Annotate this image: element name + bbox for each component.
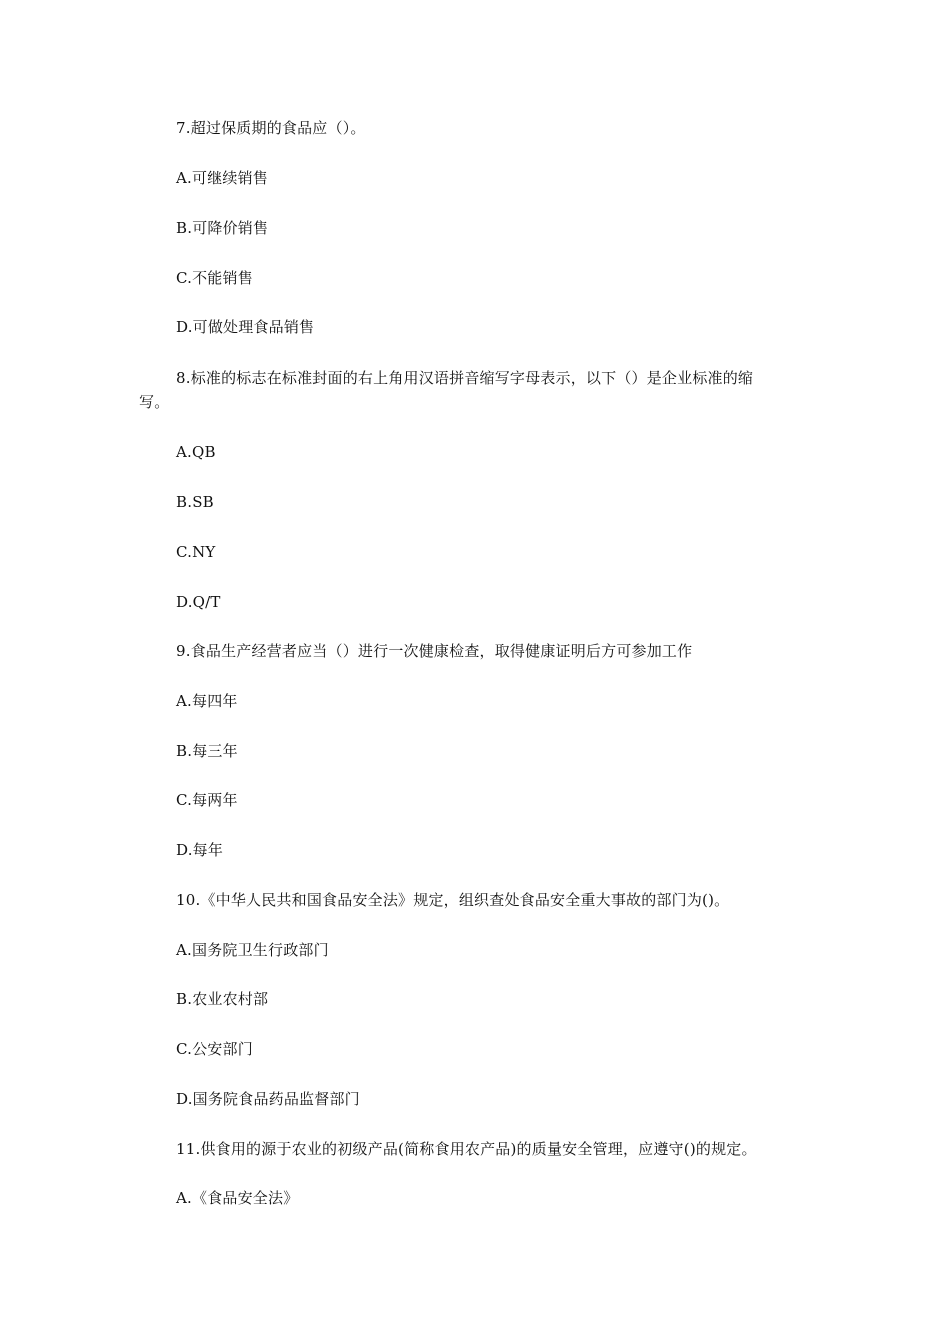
question-9-stem: 9.食品生产经营者应当（）进行一次健康检查，取得健康证明后方可参加工作 xyxy=(176,642,693,660)
question-7-option-a: A.可继续销售 xyxy=(176,169,269,187)
question-8-option-d: D.Q/T xyxy=(176,593,221,611)
question-8-stem xyxy=(139,366,836,414)
question-8-option-b: B.SB xyxy=(176,493,214,511)
question-7-option-d: D.可做处理食品销售 xyxy=(176,318,315,336)
question-11-option-a: A.《食品安全法》 xyxy=(176,1189,299,1207)
question-8-option-a: A.QB xyxy=(176,443,216,461)
question-11-stem: 11.供食用的源于农业的初级产品(简称食用农产品)的质量安全管理，应遵守()的规定。 xyxy=(176,1140,757,1158)
question-9-option-b: B.每三年 xyxy=(176,742,238,760)
question-9-option-a: A.每四年 xyxy=(176,692,238,710)
question-9-option-c: C.每两年 xyxy=(176,791,238,809)
question-8-stem-line-1: 8.标准的标志在标准封面的右上角用汉语拼音缩写字母表示，以下（）是企业标准的缩 xyxy=(176,369,754,387)
question-7-option-b: B.可降价销售 xyxy=(176,219,269,237)
question-9-option-d: D.每年 xyxy=(176,841,224,859)
question-10-option-d: D.国务院食品药品监督部门 xyxy=(176,1090,360,1108)
question-7-stem: 7.超过保质期的食品应（）。 xyxy=(176,119,366,137)
question-10-stem: 10.《中华人民共和国食品安全法》规定，组织查处食品安全重大事故的部门为()。 xyxy=(176,891,730,909)
question-10-option-c: C.公安部门 xyxy=(176,1040,253,1058)
question-8-stem-line-2: 写。 xyxy=(139,393,170,411)
question-10-option-a: A.国务院卫生行政部门 xyxy=(176,941,329,959)
question-10-option-b: B.农业农村部 xyxy=(176,990,269,1008)
question-8-option-c: C.NY xyxy=(176,543,216,561)
question-7-option-c: C.不能销售 xyxy=(176,269,253,287)
